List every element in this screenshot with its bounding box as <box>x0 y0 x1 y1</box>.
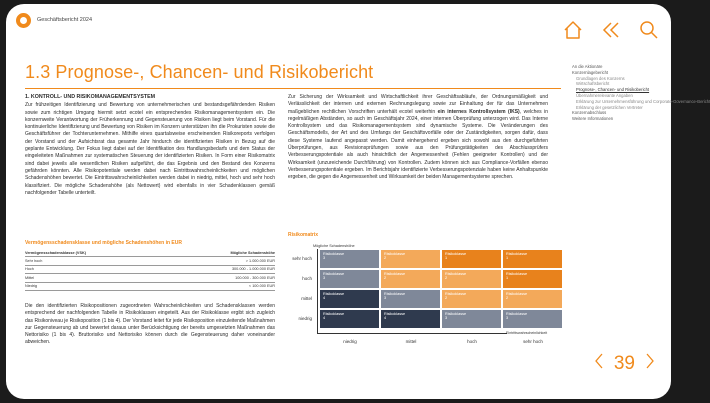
matrix-cell: Risikoklasse 3 <box>320 270 379 288</box>
matrix-cell-value: 2 <box>506 296 509 301</box>
matrix-cell-value: 3 <box>445 316 448 321</box>
matrix-x-label: sehr hoch <box>523 339 543 344</box>
toc-item[interactable]: Erklärung der gesetzlichen Vertreter <box>576 104 643 110</box>
matrix-cell-value: 4 <box>323 296 326 301</box>
paragraph-emphasis: ein internes Kontrollsystem (IKS) <box>437 108 520 115</box>
table-row <box>25 257 275 265</box>
matrix-cell: Risikoklasse 3 <box>320 250 379 268</box>
report-name: Geschäftsbericht 2024 <box>37 17 93 23</box>
paragraph-part: Zur Sicherung der Wirksamkeit und Wirtschaftlichkeit ihrer Geschäftsabläufe, der Ordnungsmäßigkeit und Verlässlichkeit der internen und externen Rechnungslegung sowie zur Einhaltung der für das Unternehmen maßgeblichen rechtlichen Vorschriften unterhält ecotel weiterhin <box>288 94 548 115</box>
search-icon[interactable] <box>637 18 661 42</box>
matrix-cell: Risikoklasse 2 <box>442 290 501 308</box>
matrix-cell: Risikoklasse 3 <box>442 310 501 328</box>
next-page-icon[interactable] <box>645 352 655 375</box>
toc-item[interactable]: Grundlagen des Konzerns <box>576 75 625 81</box>
table-cell: Niedrig <box>25 284 38 289</box>
table-cell: < 100.000 EUR <box>248 284 275 289</box>
pager <box>594 352 655 375</box>
table-cell: Mittel <box>25 275 35 280</box>
table-cell: Sehr hoch <box>25 259 43 264</box>
matrix-cell-value: 2 <box>445 276 448 281</box>
toc-item[interactable]: Erklärung zur Unternehmensführung und Corporate-Governance-Bericht <box>576 98 710 104</box>
matrix-cell: Risikoklasse 1 <box>503 270 562 288</box>
table-of-contents <box>572 64 710 122</box>
toc-item[interactable]: Übernahmerelevante Angaben <box>576 92 633 98</box>
matrix-cell: Risikoklasse 1 <box>442 250 501 268</box>
matrix-cell-value: 4 <box>323 316 326 321</box>
toc-item[interactable]: An die Aktionäre <box>572 64 603 69</box>
toc-item[interactable]: Weitere Informationen <box>572 116 614 122</box>
nav-icons <box>561 18 661 42</box>
home-icon[interactable] <box>561 18 585 42</box>
table-header-cell: Vermögensschadensklasse (VSK) <box>25 250 86 255</box>
paragraph-risk-management: Zur frühzeitigen Identifizierung und Bewertung von unternehmerischen und bestandsgefährdenden Risiken sowie zum richtigen Umgang hiermit setzt ecotel ein entsprechendes Risikomanagementsystem ein. Die konzernweite Verantwortung der Früherkennung und Gegensteuerung von Risiken liegt beim Vorstand. Für die kontinuierliche Identifizierung und Bewertung von Risiken im Konzern unterstützen ihn die Prokuristen sowie die Geschäftsführer der Tochterunternehmen. Mithilfe eines quartalsweise erscheinenden Risikoreports verfolgen der Vorstand und der Aufsichtsrat das gesamte Jahr hindurch die identifizierten Risiken in Bezug auf die geplante Entwicklung. Der Fokus liegt dabei auf der Identifikation des Handlungsbedarfs und dem Status der eingeleiteten Maßnahmen zur systematischen Steuerung der identifizierten Risiken. In Form einer Risikomatrix sind dabei jeweils alle wesentlichen Risiken aufgeführt, die das Ergebnis und den Bestand des Konzerns gefährden könnten. Alle Risikopotentiale werden dabei nach Eintrittswahrscheinlichkeiten und möglichen Schadenshöhen bewertet. Die Eintrittswahrscheinlichkeiten werden dabei in niedrig, mittel, hoch und sehr hoch klassifiziert. Die mögliche Schadenshöhe (als Nettowert) wird ebenfalls in vier Schadenklassen gemäß nachfolgender Tabelle unterteilt. <box>25 102 275 196</box>
text-column-left <box>25 94 275 197</box>
table-header-row <box>25 249 275 257</box>
matrix-x-axis <box>317 333 507 334</box>
matrix-cell-value: 4 <box>384 316 387 321</box>
paragraph-part: , welches in regelmäßigen Abständen, so auch im Geschäftsjahr 2024, einer internen Überprüfung unterzogen wird. Das Interne Kontrollsystem und das Risikomanagementsystem sind dynamische Systeme. Die Veränderungen des Geschäftsmodells, der Art und des Umfangs der Geschäftsvorfälle oder der Zuständigkeiten, sorgen dafür, dass diese Systeme laufend angepasst werden. Damit einhergehend ergeben sich sowohl aus den durchgeführten Überprüfungen, aus Revisionsprüfungen sowie aus den Prüfungstätigkeiten des Abschlussprüfers Verbesserungspotentiale als auch hinsichtlich der Angemessenheit (Fehlen geeigneter Kontrollen) und der Wirksamkeit (unzureichende Durchführung) von Kontrollen. Zudem können sich aus Compliance-Vorfällen ebenso Verbesserungspotentiale ergeben. Im Berichtsjahr identifizierte Verbesserungspotenziale haben keine Anhaltspunkte ergeben, die gegen die Angemessenheit und Wirksamkeit der beiden Managementsysteme sprechen. <box>288 108 549 181</box>
top-bar <box>16 10 92 30</box>
matrix-cell-value: 3 <box>323 256 326 261</box>
damage-table-title: Vermögensschadensklasse und mögliche Schadenshöhen in EUR <box>25 240 182 246</box>
damage-table <box>25 249 275 291</box>
matrix-cell-value: 3 <box>384 296 387 301</box>
matrix-cell: Risikoklasse 4 <box>320 290 379 308</box>
company-logo <box>16 13 31 28</box>
matrix-x-label: niedrig <box>343 339 357 344</box>
title-divider <box>25 88 561 89</box>
matrix-cell: Risikoklasse 1 <box>503 250 562 268</box>
matrix-x-label: mittel <box>405 339 417 344</box>
matrix-cell-value: 1 <box>506 276 509 281</box>
matrix-y-label: niedrig <box>298 316 312 321</box>
matrix-title: Risikomatrix <box>288 232 319 238</box>
section-heading: 1. KONTROLL- UND RISIKOMANAGEMENTSYSTEM <box>25 94 156 100</box>
toc-item[interactable]: Konzernlagebericht <box>572 69 609 75</box>
text-column-right <box>288 94 548 182</box>
table-cell: 100.000 - 300.000 EUR <box>235 275 275 280</box>
matrix-cell-value: 1 <box>445 256 448 261</box>
table-row <box>25 266 275 274</box>
matrix-cell-value: 2 <box>445 296 448 301</box>
page-number: 39 <box>613 352 635 374</box>
matrix-cell: Risikoklasse 2 <box>442 270 501 288</box>
matrix-cell-value: 3 <box>323 276 326 281</box>
document-page <box>6 4 710 399</box>
back-icon[interactable] <box>599 18 623 42</box>
matrix-cell: Risikoklasse 3 <box>503 310 562 328</box>
matrix-cell: Risikoklasse 2 <box>381 250 440 268</box>
matrix-y-axis <box>317 249 318 333</box>
matrix-y-label: sehr hoch <box>292 256 312 261</box>
prev-page-icon[interactable] <box>594 352 604 375</box>
table-cell: Hoch <box>25 267 34 272</box>
paragraph-internal-control <box>288 94 548 182</box>
page-title: 1.3 Prognose-, Chancen- und Risikobericht <box>25 62 374 82</box>
table-cell: 300.000 - 1.000.000 EUR <box>231 267 275 272</box>
paragraph-risk-classes: Die den identifizierten Risikopositionen zugeordneten Wahrscheinlichkeiten und Schadensklassen werden entsprechend der nachfolgenden Tabelle in Risikoklassen eingeteilt. Aus der Risikoklasse ergibt sich zugleich das Risikoniveau je Risikoposition (1 bis 4). Der Vorstand leitet für jede Risikoposition einzuleitende Maßnahmen zur Gegensteuerung ab und bewertet daraus unter Berücksichtigung der bereits umgesetzten Maßnahmen das Nettorisiko (1 bis 4). Bruttorisiko und Nettorisiko können durch die Gegensteuerung daher voneinander abweichen. <box>25 303 275 346</box>
matrix-y-label: mittel <box>301 296 312 301</box>
matrix-y-axis-title: Mögliche Schadenshöhe <box>313 244 355 248</box>
matrix-cell-value: 2 <box>384 276 387 281</box>
matrix-x-axis-title: Eintrittswahrscheinlichkeit <box>506 331 548 335</box>
matrix-cell: Risikoklasse 3 <box>381 290 440 308</box>
matrix-cell: Risikoklasse 4 <box>381 310 440 328</box>
table-header-cell: Mögliche Schadenshöhe <box>230 250 275 255</box>
table-row <box>25 283 275 291</box>
toc-item[interactable]: Konzernabschluss <box>572 110 607 116</box>
matrix-cell: Risikoklasse 2 <box>381 270 440 288</box>
matrix-cell-value: 2 <box>384 256 387 261</box>
matrix-cell: Risikoklasse 4 <box>320 310 379 328</box>
matrix-cell-value: 3 <box>506 316 509 321</box>
table-row <box>25 274 275 282</box>
matrix-cell-value: 1 <box>506 256 509 261</box>
table-cell: > 1.000.000 EUR <box>245 259 275 264</box>
toc-item[interactable]: Wirtschaftsbericht <box>576 81 610 87</box>
toc-item[interactable]: Prognose-, Chancen- und Risikobericht <box>576 87 650 93</box>
matrix-cell: Risikoklasse 2 <box>503 290 562 308</box>
matrix-x-label: hoch <box>467 339 477 344</box>
matrix-y-label: hoch <box>302 276 312 281</box>
